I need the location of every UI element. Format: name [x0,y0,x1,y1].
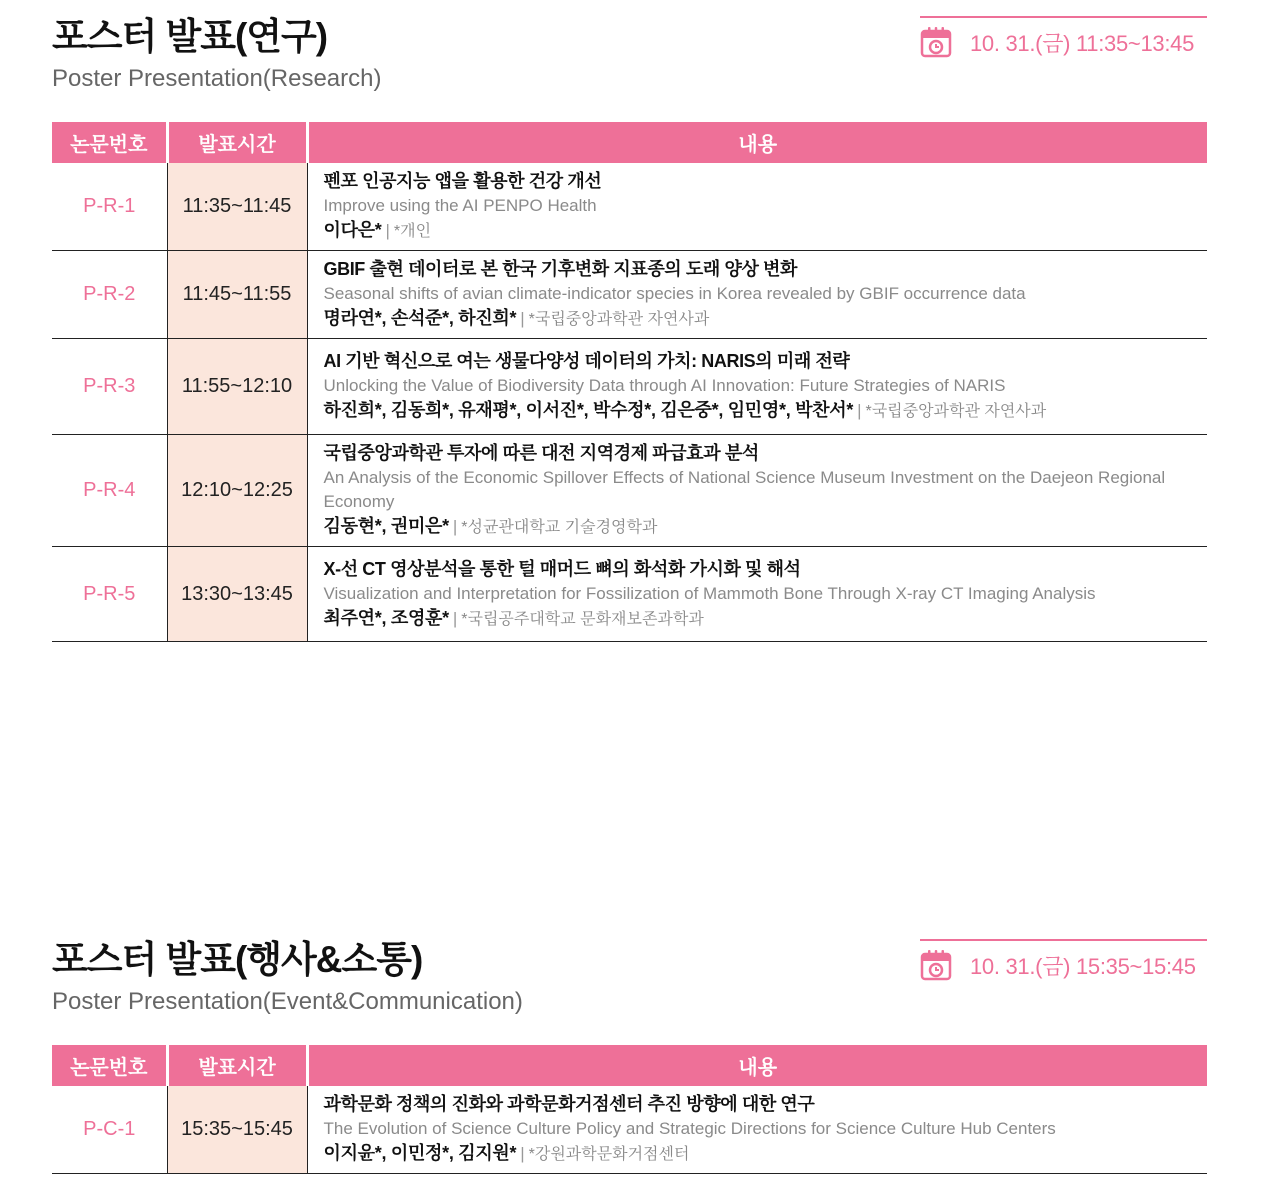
section-header [52,10,1207,122]
paper-title-ko: 펜포 인공지능 앱을 활용한 건강 개선 [323,171,602,191]
paper-content [307,1086,1207,1174]
presentation-time: 12:10~12:25 [167,435,307,547]
table-row [52,547,1207,642]
authors-line: 명라연*, 손석준*, 하진희* | *국립중앙과학관 자연사과 [323,308,710,328]
table-row [52,251,1207,339]
header-num: 논문번호 [52,122,167,163]
authors-line: 이지윤*, 이민정*, 김지원* | *강원과학문화거점센터 [323,1143,690,1163]
header-num: 논문번호 [52,1045,167,1086]
paper-title-en: Seasonal shifts of avian climate-indicator species in Korea revealed by GBIF occurrence data [323,284,1026,303]
section-header [52,933,1207,1045]
header-time: 발표시간 [167,1045,307,1086]
table-header-row [52,1045,1207,1086]
paper-title-en: The Evolution of Science Culture Policy and Strategic Directions for Science Culture Hub Centers [323,1119,1056,1138]
authors: 이다은* [323,220,382,240]
section-title-ko: 포스터 발표(행사&소통) [52,939,423,980]
paper-number: P-R-5 [52,547,167,642]
presentation-time: 11:55~12:10 [167,339,307,435]
calendar-icon [920,949,952,981]
paper-title-ko: AI 기반 혁신으로 여는 생물다양성 데이터의 가치: NARIS의 미래 전략 [323,351,850,371]
affiliation: *국립중앙과학관 자연사과 [865,403,1047,420]
paper-title-en: Visualization and Interpretation for Fossilization of Mammoth Bone Through X-ray CT Imaging Analysis [323,583,1096,603]
authors-line: 김동현*, 권미은* | *성균관대학교 기술경영학과 [323,516,658,536]
paper-content [307,435,1207,547]
section-title-ko: 포스터 발표(연구) [52,16,328,57]
date-box [920,939,1207,981]
session-date: 10. 31.(금) 15:35~15:45 [970,953,1196,979]
paper-number: P-R-2 [52,251,167,339]
authors-line: 최주연*, 조영훈* | *국립공주대학교 문화재보존과학과 [323,607,704,628]
affiliation: *성균관대학교 기술경영학과 [461,519,658,536]
table-row [52,163,1207,251]
poster-event-section [52,933,1207,1174]
paper-title-en: Improve using the AI PENPO Health [323,196,597,215]
session-date: 10. 31.(금) 11:35~13:45 [970,30,1195,56]
presentation-table [52,1045,1207,1174]
paper-content [307,547,1207,642]
paper-number: P-R-3 [52,339,167,435]
affiliation: *국립공주대학교 문화재보존과학과 [461,610,704,628]
paper-title-ko: GBIF 출현 데이터로 본 한국 기후변화 지표종의 도래 양상 변화 [323,259,798,279]
authors: 이지윤*, 이민정*, 김지원* [323,1143,517,1163]
paper-number: P-R-4 [52,435,167,547]
table-header-row [52,122,1207,163]
authors: 김동현*, 권미은* [323,516,449,536]
paper-title-en: Unlocking the Value of Biodiversity Data through AI Innovation: Future Strategies of NARIS [323,376,1006,395]
presentation-time: 13:30~13:45 [167,547,307,642]
section-title-en: Poster Presentation(Research) [52,65,382,92]
authors-line: 하진희*, 김동희*, 유재평*, 이서진*, 박수정*, 김은중*, 임민영*, 박찬서* | *국립중앙과학관 자연사과 [323,400,1047,420]
presentation-table [52,122,1207,642]
date-box [920,16,1207,58]
header-content: 내용 [307,1045,1207,1086]
header-time: 발표시간 [167,122,307,163]
affiliation: *개인 [393,223,432,240]
affiliation: *국립중앙과학관 자연사과 [528,311,710,328]
table-row [52,339,1207,435]
paper-content [307,339,1207,435]
affiliation: *강원과학문화거점센터 [528,1146,690,1163]
table-row [52,435,1207,547]
authors: 최주연*, 조영훈* [323,607,449,628]
calendar-icon [920,26,952,58]
paper-content [307,163,1207,251]
paper-number: P-C-1 [52,1086,167,1174]
presentation-time: 11:35~11:45 [167,163,307,251]
section-title-en: Poster Presentation(Event&Communication) [52,988,523,1015]
paper-content [307,251,1207,339]
paper-title-en: An Analysis of the Economic Spillover Effects of National Science Museum Investment on the Daejeon Regional Economy [323,468,1166,511]
paper-title-ko: X-선 CT 영상분석을 통한 털 매머드 뼈의 화석화 가시화 및 해석 [323,558,801,579]
poster-research-section [52,10,1207,642]
paper-number: P-R-1 [52,163,167,251]
paper-title-ko: 과학문화 정책의 진화와 과학문화거점센터 추진 방향에 대한 연구 [323,1094,815,1114]
authors: 명라연*, 손석준*, 하진희* [323,308,517,328]
authors-line: 이다은* | *개인 [323,220,432,240]
paper-title-ko: 국립중앙과학관 투자에 따른 대전 지역경제 파급효과 분석 [323,443,759,463]
presentation-time: 11:45~11:55 [167,251,307,339]
table-row [52,1086,1207,1174]
header-content: 내용 [307,122,1207,163]
presentation-time: 15:35~15:45 [167,1086,307,1174]
authors: 하진희*, 김동희*, 유재평*, 이서진*, 박수정*, 김은중*, 임민영*, 박찬서* [323,400,854,420]
